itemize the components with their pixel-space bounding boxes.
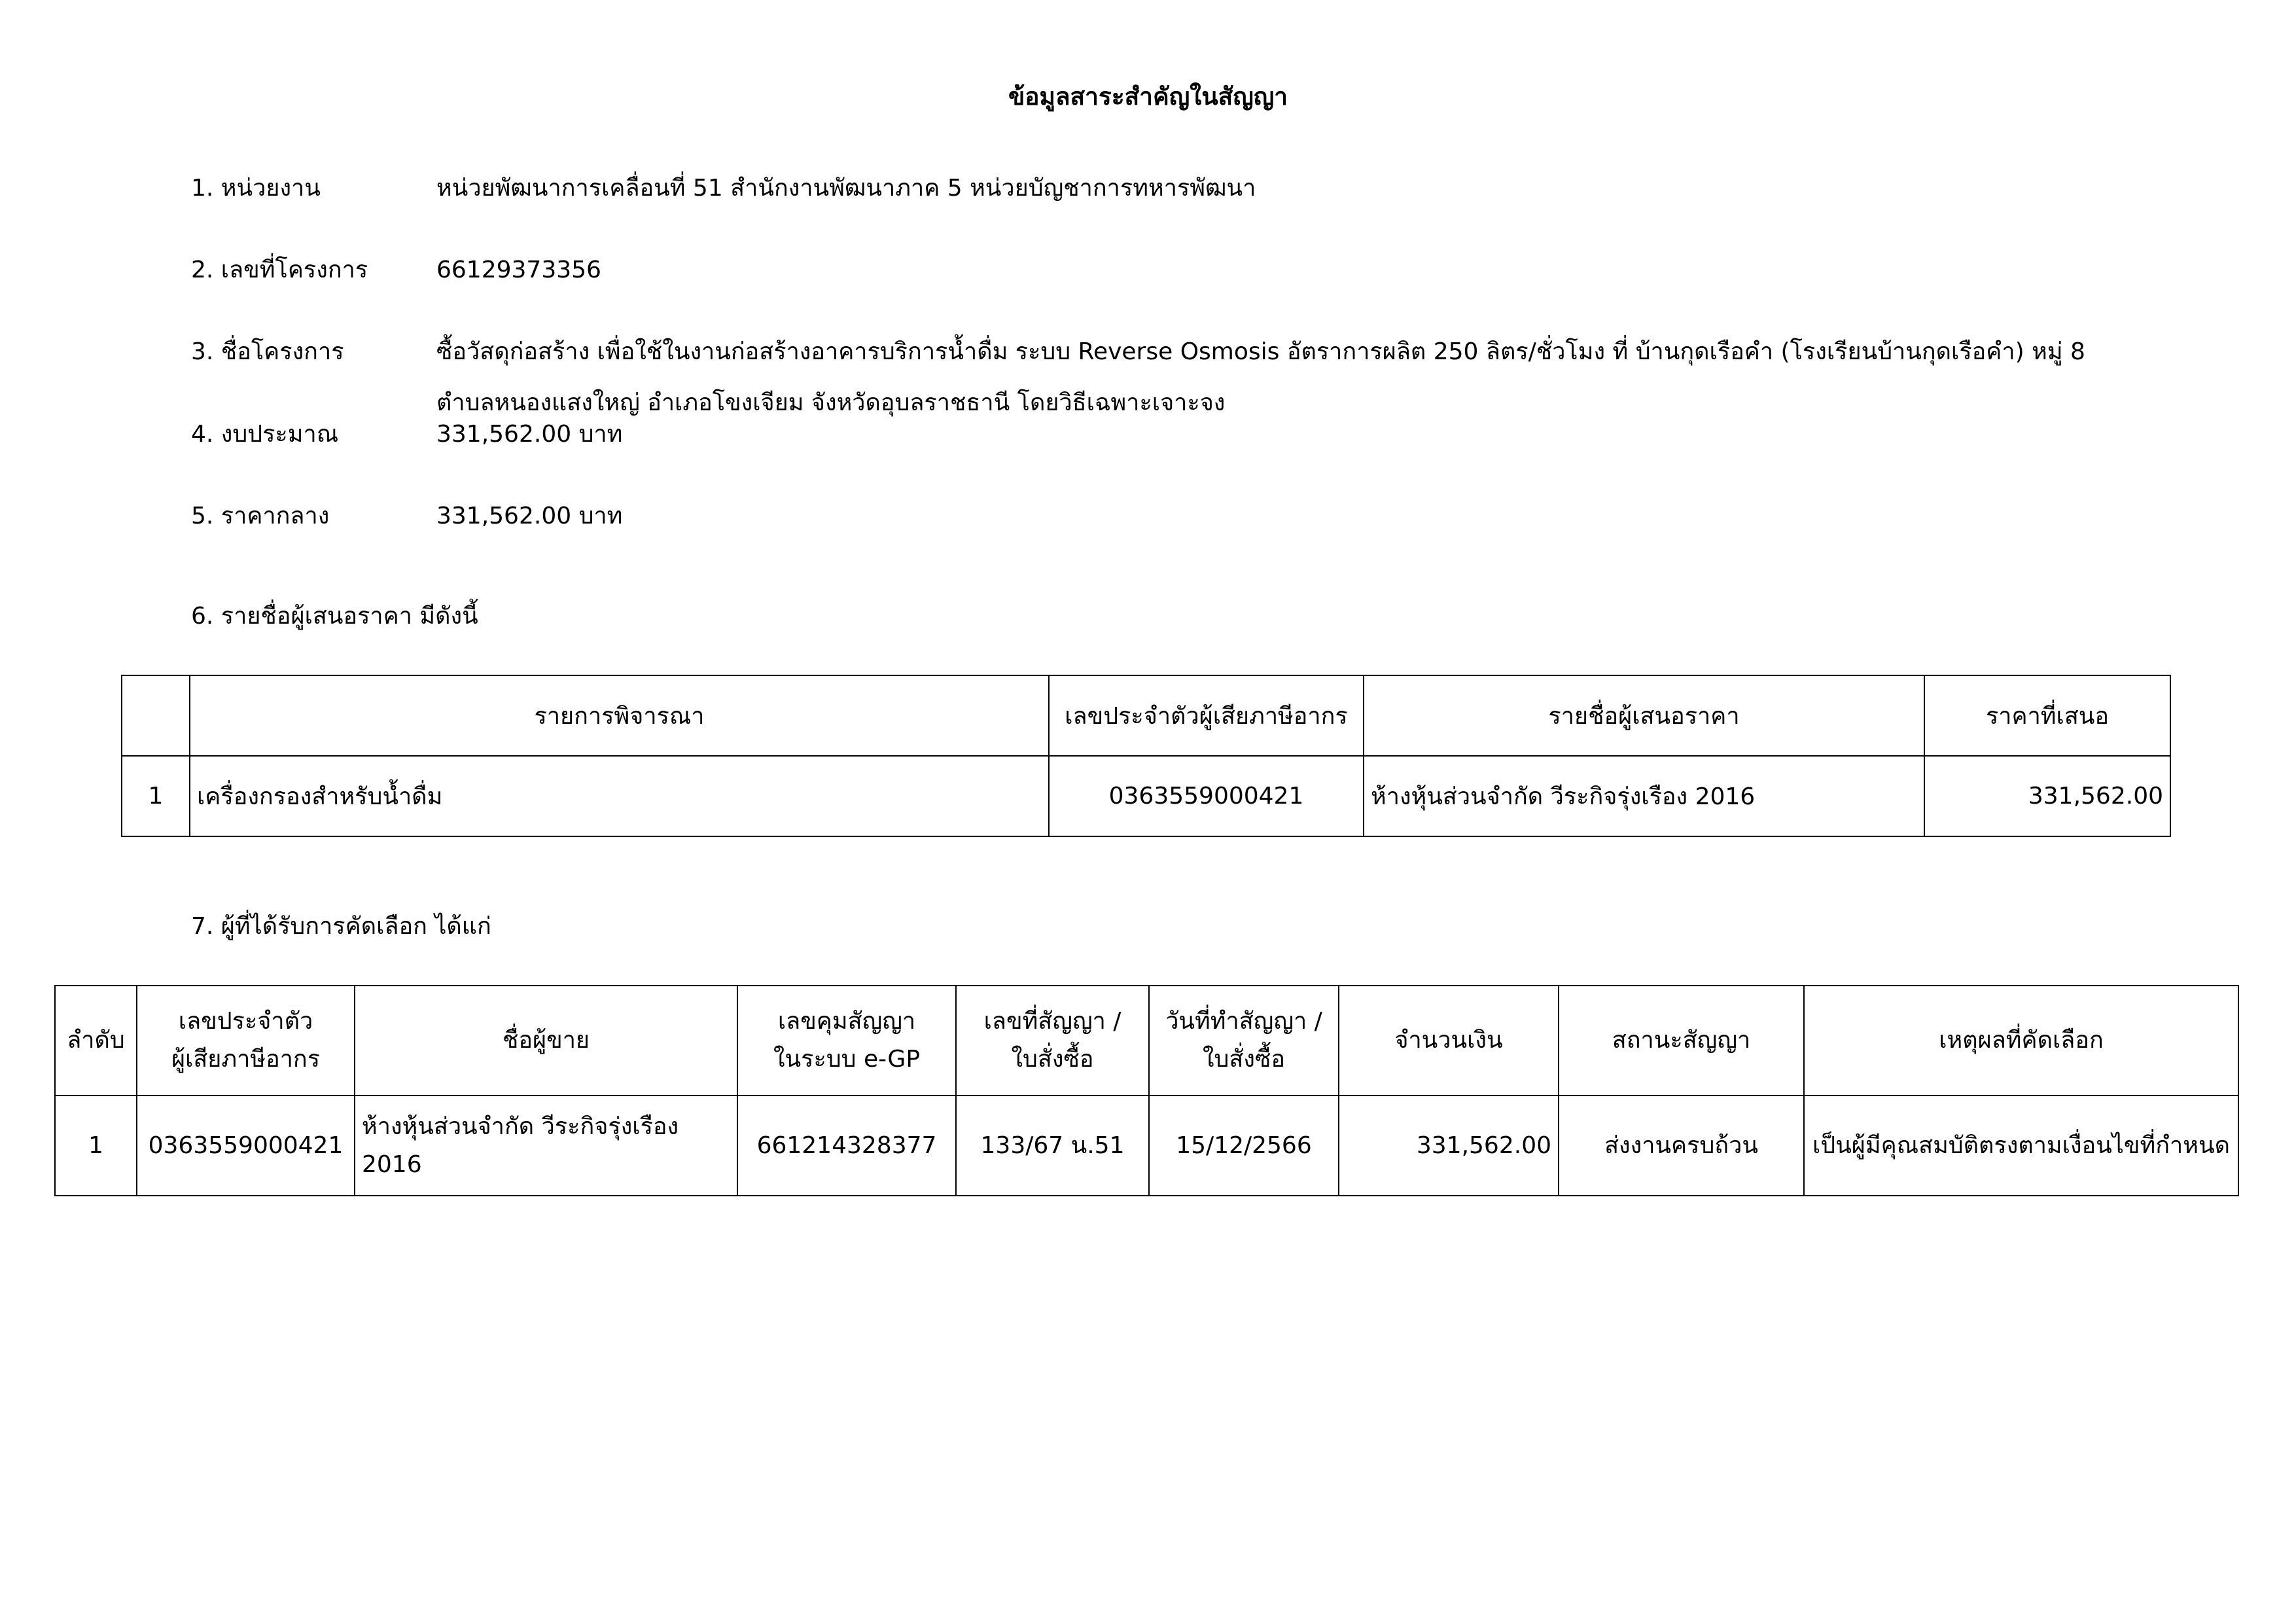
winners-col-egp-line2: ในระบบ e-GP	[773, 1046, 921, 1073]
winners-col-contract-no-line1: เลขที่สัญญา /	[983, 1008, 1122, 1035]
winners-col-contract-date-line1: วันที่ทำสัญญา /	[1165, 1008, 1322, 1035]
bidder-item: เครื่องกรองสำหรับน้ำดื่ม	[190, 756, 1049, 836]
winners-table	[54, 985, 2239, 1196]
agency-label: 1. หน่วยงาน	[191, 175, 321, 202]
winners-col-status: สถานะสัญญา	[1559, 986, 1804, 1096]
winner-status: ส่งงานครบถ้วน	[1559, 1096, 1804, 1196]
project-number-label: 2. เลขที่โครงการ	[191, 257, 368, 283]
bidders-col-price: ราคาที่เสนอ	[1924, 675, 2170, 756]
bidders-col-tax-id: เลขประจำตัวผู้เสียภาษีอากร	[1049, 675, 1364, 756]
bidder-price: 331,562.00	[1924, 756, 2170, 836]
winners-col-egp	[737, 986, 956, 1096]
budget-value: 331,562.00 บาท	[436, 421, 623, 448]
winners-header-row	[55, 986, 2238, 1096]
bidders-heading: 6. รายชื่อผู้เสนอราคา มีดังนี้	[191, 603, 478, 630]
bidders-col-item: รายการพิจารณา	[190, 675, 1049, 756]
winners-col-reason: เหตุผลที่คัดเลือก	[1804, 986, 2238, 1096]
table-row	[122, 756, 2170, 836]
project-number-value: 66129373356	[436, 257, 601, 283]
winners-col-tax-id	[137, 986, 355, 1096]
budget-label: 4. งบประมาณ	[191, 421, 339, 448]
winners-col-no: ลำดับ	[55, 986, 137, 1096]
bidder-no: 1	[122, 756, 190, 836]
winner-seller: ห้างหุ้นส่วนจำกัด วีระกิจรุ่งเรือง 2016	[355, 1096, 737, 1196]
winner-egp-no: 661214328377	[737, 1096, 956, 1196]
winner-no: 1	[55, 1096, 137, 1196]
project-name-label: 3. ชื่อโครงการ	[191, 338, 344, 365]
bidder-tax-id: 0363559000421	[1049, 756, 1364, 836]
median-price-label: 5. ราคากลาง	[191, 503, 330, 529]
winner-contract-no: 133/67 น.51	[956, 1096, 1149, 1196]
winners-heading: 7. ผู้ที่ได้รับการคัดเลือก ได้แก่	[191, 913, 491, 940]
winners-col-contract-date	[1149, 986, 1339, 1096]
winners-col-contract-no	[956, 986, 1149, 1096]
agency-value: หน่วยพัฒนาการเคลื่อนที่ 51 สำนักงานพัฒนาภาค 5 หน่วยบัญชาการทหารพัฒนา	[436, 175, 1256, 202]
winner-tax-id: 0363559000421	[137, 1096, 355, 1196]
table-row	[55, 1096, 2238, 1196]
winner-reason: เป็นผู้มีคุณสมบัติตรงตามเงื่อนไขที่กำหนด	[1804, 1096, 2238, 1196]
winners-col-tax-id-line2: ผู้เสียภาษีอากร	[171, 1046, 321, 1073]
winners-col-egp-line1: เลขคุมสัญญา	[777, 1008, 916, 1035]
bidders-table	[121, 675, 2171, 837]
winners-col-contract-no-line2: ใบสั่งซื้อ	[1011, 1046, 1094, 1073]
page-title: ข้อมูลสาระสำคัญในสัญญา	[1008, 82, 1288, 111]
bidder-name: ห้างหุ้นส่วนจำกัด วีระกิจรุ่งเรือง 2016	[1364, 756, 1924, 836]
project-name-value-line1: ซื้อวัสดุก่อสร้าง เพื่อใช้ในงานก่อสร้างอาคารบริการน้ำดื่ม ระบบ Reverse Osmosis อัตราการผลิต 250 ลิตร/ชั่วโมง ที่ บ้านกุดเรือคำ (โรงเรียนบ้านกุดเรือคำ) หมู่ 8	[436, 338, 2085, 365]
bidders-col-no	[122, 675, 190, 756]
winners-col-tax-id-line1: เลขประจำตัว	[178, 1008, 313, 1035]
bidders-header-row	[122, 675, 2170, 756]
winners-col-contract-date-line2: ใบสั่งซื้อ	[1202, 1046, 1286, 1073]
project-name-value-line2: ตำบลหนองแสงใหญ่ อำเภอโขงเจียม จังหวัดอุบลราชธานี โดยวิธีเฉพาะเจาะจง	[436, 389, 1226, 416]
bidders-col-bidder: รายชื่อผู้เสนอราคา	[1364, 675, 1924, 756]
winners-col-amount: จำนวนเงิน	[1339, 986, 1559, 1096]
winner-amount: 331,562.00	[1339, 1096, 1559, 1196]
winners-col-seller: ชื่อผู้ขาย	[355, 986, 737, 1096]
winner-contract-date: 15/12/2566	[1149, 1096, 1339, 1196]
median-price-value: 331,562.00 บาท	[436, 503, 623, 529]
